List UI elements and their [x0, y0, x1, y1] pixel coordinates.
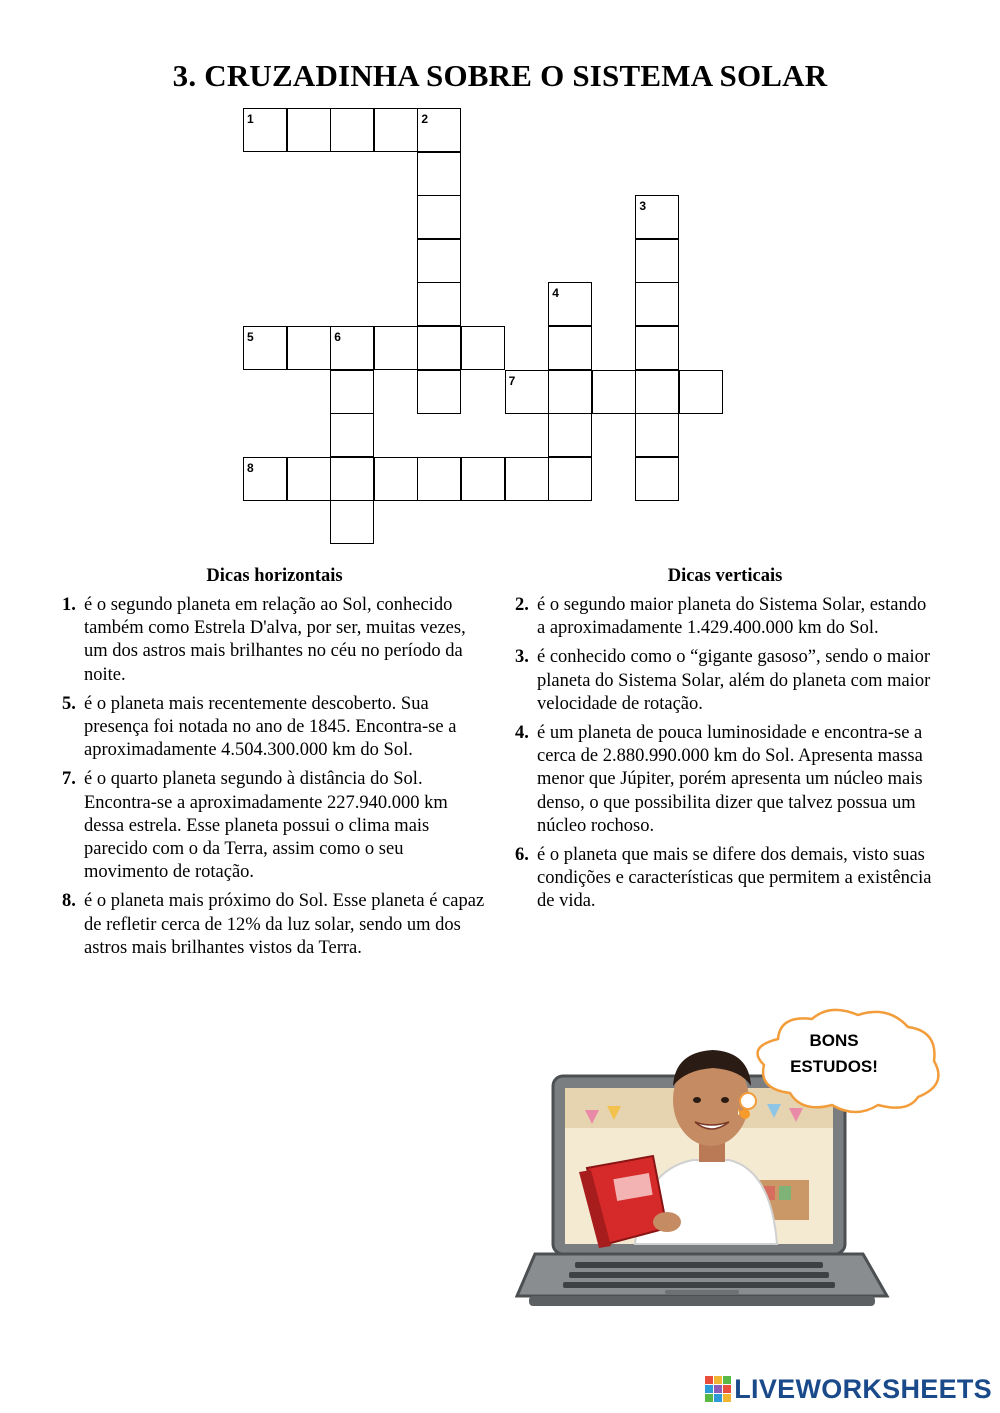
crossword-cell-input[interactable]	[549, 458, 591, 500]
crossword-cell[interactable]	[417, 239, 461, 283]
crossword-cell-input[interactable]	[244, 327, 286, 369]
crossword-cell[interactable]	[374, 326, 418, 370]
clue-text: é o planeta mais próximo do Sol. Esse planeta é capaz de refletir cerca de 12% da luz solar, sendo um dos astros mais brilhantes vistos da Terra.	[84, 891, 485, 958]
crossword-cell[interactable]	[635, 326, 679, 370]
crossword-cell-input[interactable]	[288, 109, 330, 151]
crossword-cell-input[interactable]	[636, 327, 678, 369]
clue-number: 1.	[62, 595, 76, 615]
cell-number: 4	[552, 286, 559, 301]
clue-number: 2.	[515, 595, 529, 615]
liveworksheets-brand: LIVEWORKSHEETS	[734, 1373, 992, 1404]
crossword-cell-input[interactable]	[288, 327, 330, 369]
crossword-cell[interactable]	[548, 413, 592, 457]
crossword-cell-input[interactable]	[636, 414, 678, 456]
crossword-cell-input[interactable]	[462, 327, 504, 369]
crossword-cell-input[interactable]	[636, 196, 678, 238]
bubble-text	[772, 1028, 896, 1080]
crossword-cell-input[interactable]	[418, 153, 460, 195]
crossword-cell-input[interactable]	[331, 371, 373, 413]
crossword-cell[interactable]	[461, 457, 505, 501]
cell-number: 2	[421, 112, 429, 126]
crossword-cell[interactable]	[287, 326, 331, 370]
clue-item	[515, 646, 935, 716]
crossword-cell[interactable]	[243, 108, 287, 152]
crossword-cell[interactable]	[330, 370, 374, 414]
clue-number: 5.	[62, 693, 76, 714]
cell-number: 6	[334, 330, 341, 344]
clue-text: é conhecido como o “gigante gasoso”, sendo o maior planeta do Sistema Solar, além do planeta com maior velocidade de rotação.	[537, 647, 931, 714]
cell-number: 7	[508, 373, 516, 388]
crossword-cell[interactable]	[635, 370, 679, 414]
crossword-grid	[0, 0, 1000, 560]
worksheet-title: 3. CRUZADINHA SOBRE O SISTEMA SOLAR	[172, 58, 828, 93]
clue-number: 3.	[515, 647, 529, 668]
crossword-cell-input[interactable]	[375, 327, 417, 369]
crossword-cell-input[interactable]	[418, 458, 460, 500]
crossword-cell[interactable]	[505, 457, 549, 501]
crossword-cell-input[interactable]	[636, 240, 678, 282]
clue-item	[515, 722, 935, 838]
crossword-cell-input[interactable]	[375, 109, 417, 151]
crossword-cell-input[interactable]	[506, 458, 548, 500]
crossword-cell[interactable]	[417, 326, 461, 370]
crossword-cell-input[interactable]	[549, 283, 591, 325]
crossword-cell-input[interactable]	[331, 109, 373, 151]
crossword-cell[interactable]	[505, 370, 549, 414]
cell-number: 3	[639, 199, 647, 214]
bubble-line-2: ESTUDOS!	[790, 1057, 878, 1076]
crossword-cell-input[interactable]	[418, 371, 460, 413]
crossword-cell[interactable]	[592, 370, 636, 414]
clue-text: é o planeta mais recentemente descoberto. Sua presença foi notada no ano de 1845. Encontra-se a aproximadamente 4.504.300.000 km do Sol.	[84, 693, 457, 761]
clue-text: é o planeta que mais se difere dos demais, visto suas condições e características que permitem a existência de vida.	[537, 845, 932, 912]
crossword-cell-input[interactable]	[680, 371, 722, 413]
crossword-cell[interactable]	[679, 370, 723, 414]
crossword-cell-input[interactable]	[418, 327, 460, 369]
crossword-cell[interactable]	[287, 108, 331, 152]
crossword-cell-input[interactable]	[418, 283, 460, 325]
liveworksheets-logo-icon	[704, 1375, 732, 1403]
crossword-cell-input[interactable]	[244, 109, 286, 151]
crossword-cell-input[interactable]	[244, 458, 286, 500]
crossword-cell[interactable]	[548, 282, 592, 326]
crossword-cell-input[interactable]	[418, 240, 460, 282]
crossword-cell-input[interactable]	[375, 458, 417, 500]
horizontal-clues-heading: Dicas horizontais	[206, 566, 343, 586]
crossword-cell[interactable]	[243, 457, 287, 501]
clue-number: 7.	[62, 769, 76, 790]
crossword-cell[interactable]	[330, 500, 374, 544]
clue-item	[62, 693, 487, 763]
cell-number: 5	[247, 330, 254, 344]
crossword-cell-input[interactable]	[636, 458, 678, 500]
crossword-cell-input[interactable]	[549, 414, 591, 456]
crossword-cell-input[interactable]	[331, 327, 373, 369]
crossword-cell-input[interactable]	[288, 458, 330, 500]
clue-number: 4.	[515, 723, 529, 744]
crossword-cell[interactable]	[548, 370, 592, 414]
crossword-cell-input[interactable]	[506, 371, 548, 413]
horizontal-clues-list	[62, 594, 487, 966]
clue-number: 8.	[62, 891, 76, 912]
crossword-cell-input[interactable]	[331, 458, 373, 500]
crossword-cell-input[interactable]	[331, 501, 373, 543]
clue-text: é o quarto planeta segundo à distância do Sol. Encontra-se a aproximadamente 227.940.000 km dessa estrela. Esse planeta possui o clima mais parecido com o da Terra, assim como o seu movimento de rotação.	[84, 769, 448, 883]
cell-number: 1	[247, 112, 254, 126]
crossword-cell-input[interactable]	[549, 327, 591, 369]
crossword-cell[interactable]	[330, 326, 374, 370]
crossword-cell[interactable]	[374, 108, 418, 152]
cell-number: 8	[247, 460, 254, 475]
clue-item	[62, 768, 487, 884]
crossword-cell-input[interactable]	[331, 414, 373, 456]
crossword-cell[interactable]	[548, 457, 592, 501]
crossword-cell-input[interactable]	[636, 283, 678, 325]
crossword-cell-input[interactable]	[418, 196, 460, 238]
crossword-cell[interactable]	[548, 326, 592, 370]
crossword-cell-input[interactable]	[549, 371, 591, 413]
clue-text: é um planeta de pouca luminosidade e encontra-se a cerca de 2.880.990.000 km do Sol. Apresenta massa menor que Júpiter, porém apresenta um núcleo mais denso, o que possibilita dizer que talvez possua um núcleo rochoso.	[537, 723, 923, 836]
crossword-cell-input[interactable]	[418, 109, 460, 151]
crossword-cell[interactable]	[330, 457, 374, 501]
crossword-cell[interactable]	[461, 326, 505, 370]
crossword-cell[interactable]	[330, 413, 374, 457]
clue-number: 6.	[515, 845, 529, 866]
bubble-line-1: BONS	[809, 1031, 859, 1050]
crossword-cell[interactable]	[635, 413, 679, 457]
clue-item	[515, 844, 935, 914]
vertical-clues-heading: Dicas verticais	[667, 566, 783, 586]
liveworksheets-footer[interactable]	[704, 1371, 992, 1407]
crossword-cell[interactable]	[417, 457, 461, 501]
crossword-cell[interactable]	[635, 457, 679, 501]
clue-item	[62, 890, 487, 960]
clue-item	[62, 594, 487, 687]
clue-text: é o segundo maior planeta do Sistema Solar, estando a aproximadamente 1.429.400.000 km do Sol.	[537, 595, 927, 639]
crossword-cell[interactable]	[635, 239, 679, 283]
crossword-cell[interactable]	[417, 370, 461, 414]
crossword-cell[interactable]	[330, 108, 374, 152]
crossword-cell-input[interactable]	[593, 371, 635, 413]
crossword-cell-input[interactable]	[462, 458, 504, 500]
crossword-cell[interactable]	[417, 195, 461, 239]
crossword-cell[interactable]	[287, 457, 331, 501]
crossword-cell[interactable]	[374, 457, 418, 501]
crossword-cell[interactable]	[417, 282, 461, 326]
crossword-cell-input[interactable]	[636, 371, 678, 413]
crossword-cell[interactable]	[417, 108, 461, 152]
crossword-cell[interactable]	[417, 152, 461, 196]
crossword-cell[interactable]	[635, 282, 679, 326]
vertical-clues-list	[515, 594, 935, 920]
crossword-cell[interactable]	[243, 326, 287, 370]
crossword-cell[interactable]	[635, 195, 679, 239]
clue-item	[515, 594, 935, 640]
clue-text: é o segundo planeta em relação ao Sol, conhecido também como Estrela D'alva, por ser, muitas vezes, um dos astros mais brilhantes no céu no período da noite.	[84, 595, 466, 685]
